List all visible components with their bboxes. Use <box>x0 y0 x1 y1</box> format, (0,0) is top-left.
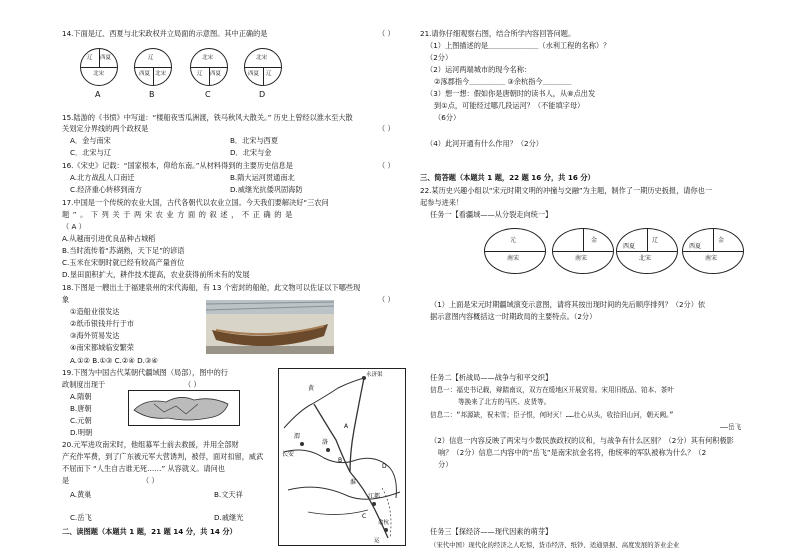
map-label-c: C <box>362 513 367 520</box>
q15-option-b[interactable]: B．北宋与西夏 <box>230 136 279 145</box>
q14-letter-c: C <box>205 90 211 99</box>
q19-line2: 政制度出现于 <box>62 380 106 389</box>
q14-diagram-b[interactable] <box>134 48 172 86</box>
q20-line2: 产充作军费，到了广东被元军大营诱判，被俘，面对扣留，威武 <box>62 452 264 461</box>
q21-part2-blanks[interactable]: ②涿郡指今＿＿＿＿＿ ③余杭指今＿＿＿＿ <box>434 77 572 86</box>
q21-part3-cont: 到①点，可能经过哪几段运河？（不能填字母） <box>434 101 585 110</box>
q17-option-d[interactable]: D.垦田面积扩大，耕作技术提高，农业获得前所未有的发展 <box>62 270 250 279</box>
q20-option-b[interactable]: B.文天祥 <box>214 490 243 499</box>
q20-line1: 20.元军进攻南宋时，他组募军士前去救援，并用全部财 <box>62 440 239 449</box>
q22-task2: 任务二【析战局——战争与和平交织】 <box>430 373 553 382</box>
q14-letter-b: B <box>149 90 155 99</box>
q18-line1: 18.下图是一艘出土于福建泉州的宋代海船，有 13 个密封的船舱，此文物可以佐证以下哪些现 <box>62 283 361 292</box>
q16-option-a[interactable]: A.北方战乱人口南迁 <box>70 173 135 182</box>
q20-paren: （ ） <box>142 476 159 485</box>
q22-info3: （宋代中国）现代化的经济之人吃惊，货币经济、纸钞、适通票据、高度发展的茶业企业 <box>430 541 680 549</box>
q15-line2: 关划定分界线的两个政权是 <box>62 124 149 133</box>
q14-c-seg2: 辽 <box>197 71 203 77</box>
map-label-d: D <box>382 463 387 470</box>
q18-line2: 象 <box>62 295 70 304</box>
q22-q1-line2: 据示意图内容概括这一时期政局的主要特点。（2分） <box>430 312 597 321</box>
map-label-wei: 渭 <box>294 433 301 440</box>
q19-option-c[interactable]: C.元朝 <box>70 416 92 425</box>
q14-b-seg3: 北宋 <box>155 71 167 77</box>
q22-pie3-seg3: 北宋 <box>639 255 652 262</box>
grand-canal-map <box>278 368 406 546</box>
q22-pie1-seg2: 南宋 <box>507 255 520 262</box>
q22-pie-jin-song <box>552 228 614 274</box>
q14-c-seg1: 北宋 <box>202 55 214 61</box>
section-3-heading: 三、简答题（本题共 1 题，22 题 16 分，共 16 分） <box>420 173 595 182</box>
q21-part2: （2）运河两端城市的现今名称： <box>426 65 532 74</box>
map-label-yongjiqu: 永济渠 <box>366 372 383 378</box>
q22-q1-line1[interactable]: （1）上面是宋元时期疆域演变示意图，请将其按出现时间的先后顺序排列？（2分）依 <box>430 300 706 309</box>
q17-line3: （ A ） <box>62 222 86 231</box>
q21-stem: 21.请你仔细观察右图，结合所学内容回答问题。 <box>420 29 576 38</box>
q18-item-3: ③海外贸易发达 <box>70 331 120 340</box>
q14-letter-a: A <box>95 90 101 99</box>
q14-paren: （ ） <box>378 29 395 38</box>
q22-pie-liao <box>616 228 678 274</box>
q19-line1: 19.下图为中国古代某朝代疆域图（局部），图中的行 <box>62 368 228 377</box>
right-column <box>420 0 760 560</box>
song-ship-photo <box>206 300 334 354</box>
q22-q2-line1[interactable]: （2）信息一内容反映了两宋与少数民族政权的议和，与战争有什么区别？（2分）其有何积极影 <box>430 436 734 445</box>
q14-a-seg2: 西夏 <box>100 55 112 61</box>
q14-a-seg3: 北宋 <box>93 71 105 77</box>
map-label-huang: 黄 <box>308 385 315 392</box>
q14-b-seg1: 辽 <box>148 55 154 61</box>
map-label-luo: 洛 <box>322 439 329 446</box>
q14-d-seg2: 西夏 <box>248 71 260 77</box>
q22-pie1-seg1: 元 <box>510 237 517 244</box>
q22-pie3-seg2: 西夏 <box>623 243 636 250</box>
q15-paren: （ ） <box>378 124 395 133</box>
q15-option-d[interactable]: D．北宋与金 <box>230 148 272 157</box>
q21-part1-score: （2分） <box>426 53 453 62</box>
q14-diagram-d[interactable] <box>244 48 282 86</box>
q22-info2-source: ——岳飞 <box>720 423 742 431</box>
q16-paren: （ ） <box>378 161 395 170</box>
map-label-b: B <box>338 457 343 464</box>
q17-option-c[interactable]: C.玉米在宋朝时就已经有较高产量首位 <box>62 258 185 267</box>
q19-option-d[interactable]: D.明朝 <box>70 428 93 437</box>
q16-option-b[interactable]: B.隋大运河贯通南北 <box>230 173 295 182</box>
q21-part1[interactable]: （1）上图描述的是＿＿＿＿＿＿＿（水利工程的名称）？ <box>426 41 611 50</box>
q22-line2: 起参与进来！ <box>420 198 464 207</box>
q21-part3: （3）想一想：假如你是唐朝时的读书人，从⑧点出发 <box>426 89 596 98</box>
q18-choices[interactable]: A.①② B.①③ C.②④ D.③④ <box>70 356 158 365</box>
q22-task3: 任务三【探经济——现代因素的萌芽】 <box>430 527 553 536</box>
q22-pie4-seg1: 金 <box>718 237 725 244</box>
map-label-yun: 运 <box>374 538 380 544</box>
q15-line1: 15.陆游的《书愤》中写道：“楼船夜雪瓜洲渡，铁马秋风大散关。” 历史上曾经以淮水至大散 <box>62 113 353 122</box>
q22-pie3-seg1: 辽 <box>652 237 659 244</box>
q16-option-c[interactable]: C.经济重心转移到南方 <box>70 185 142 194</box>
map-label-jiangdu: 江都 <box>368 493 381 500</box>
q18-paren: （ ） <box>378 295 395 304</box>
map-label-a: A <box>344 423 349 430</box>
q15-option-c[interactable]: C．北宋与辽 <box>70 148 111 157</box>
q22-pie-yuan <box>484 228 546 274</box>
q22-pie-jin-xixia <box>682 228 744 274</box>
q14-letter-d: D <box>259 90 266 99</box>
q22-q2-line2: 响？（2分）信息二内容中的“岳飞”是南宋抗金名将，他统率的军队被称为什么？（2 <box>438 448 707 457</box>
q20-option-d[interactable]: D.戚继光 <box>214 513 244 522</box>
q14-diagram-c[interactable] <box>190 48 228 86</box>
q20-line3: 不屈而下 “人生自古谁无死……” 从容就义。请问也 <box>62 464 225 473</box>
q22-task1: 任务一【看疆域——从分裂走向统一】 <box>430 210 553 219</box>
q15-option-a[interactable]: A．金与南宋 <box>70 136 111 145</box>
q14-diagram-a[interactable] <box>80 48 118 86</box>
q19-territory-map <box>128 390 240 426</box>
q14-d-seg1: 北宋 <box>256 55 268 61</box>
q22-pie2-seg1: 金 <box>591 237 598 244</box>
q22-line1: 22.某历史兴趣小组以“宋元时期文明的冲撞与交融”为主题，制作了一期历史扳报，请你也一 <box>420 186 713 195</box>
q14-b-seg2: 西夏 <box>139 71 151 77</box>
q14-a-seg1: 辽 <box>87 55 93 61</box>
map-label-changan: 长安 <box>282 451 295 458</box>
q22-pie4-seg3: 南宋 <box>705 255 718 262</box>
q22-info1-line1: 信息一：福史书记载，辩踏南议，双方在缓地区开展贸易。宋用旧纸品、铂本、茶叶 <box>430 386 674 394</box>
map-label-huai: 淮 <box>350 479 357 486</box>
section-2-heading: 二、读图题（本题共 1 题，21 题 14 分，共 14 分） <box>62 527 237 536</box>
q17-line1: 17.中国是一个传统的农业大国，古代各朝代以农业立国。今天我们要解决好“三农问 <box>62 198 329 207</box>
q20-option-c[interactable]: C.岳飞 <box>70 513 92 522</box>
q18-item-4: ④南宋都城临安繁荣 <box>70 343 134 352</box>
q17-option-a[interactable]: A.从越南引进优良品种占城稻 <box>62 234 156 243</box>
q22-q2-line3: 分） <box>438 460 453 469</box>
q16-option-d[interactable]: D.威继光抗倭巩固海防 <box>230 185 303 194</box>
q20-line4: 是 <box>62 476 70 485</box>
q14-c-seg3: 西夏 <box>210 71 222 77</box>
q14-stem: 14.下面是辽、西夏与北宋政权并立局面的示意图。其中正确的是 <box>62 29 268 38</box>
q17-line2: 题”。下列关于两宋农业方面的叙述，不正确的是 <box>62 210 296 219</box>
q22-info2-line1: 信息二：“邦源缺，祝未雪；臣子恨，何时灭！……壮心从头，收拾旧山河，朝天阙。” <box>430 411 674 419</box>
q19-paren: （ ） <box>184 380 201 389</box>
left-column <box>62 0 400 560</box>
q20-option-a[interactable]: A.黄巢 <box>70 490 92 499</box>
q22-pie4-seg2: 西夏 <box>689 243 702 250</box>
q18-item-2: ②纸币银钱并行于市 <box>70 319 134 328</box>
q21-part4[interactable]: （4）此河开通有什么作用？（2分） <box>426 139 543 148</box>
map-label-yuhang: 余杭 <box>378 520 390 526</box>
q14-d-seg3: 辽 <box>266 71 272 77</box>
q22-pie2-seg2: 南宋 <box>575 255 588 262</box>
q16-stem: 16.《宋史》记载：“国家根本，仰给东南。”从材料得到的主要历史信息是 <box>62 161 293 170</box>
q19-option-a[interactable]: A.隋朝 <box>70 392 92 401</box>
q21-part3-score: （6分） <box>434 113 461 122</box>
q19-option-b[interactable]: B.唐朝 <box>70 404 92 413</box>
q22-info1-line2: 等换来了北方的马匹、皮货等。 <box>458 398 551 406</box>
q17-option-b[interactable]: B.当时流传着“苏湖熟，天下足”的谚语 <box>62 246 185 255</box>
q18-item-1: ①造船业很发达 <box>70 307 120 316</box>
